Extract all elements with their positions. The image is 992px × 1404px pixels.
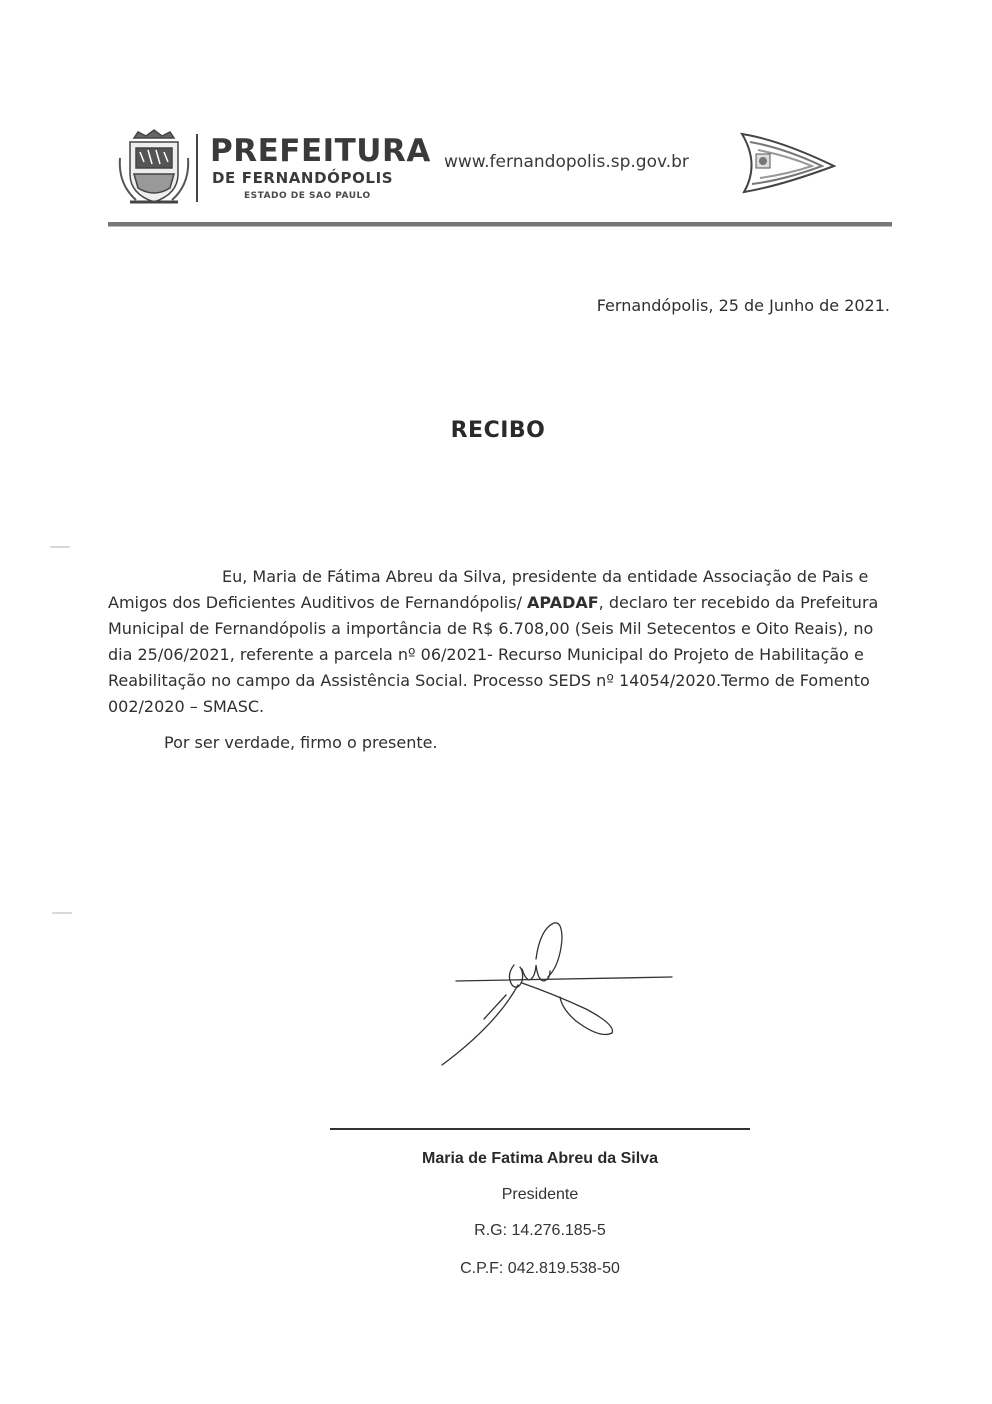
flag-icon	[740, 128, 836, 198]
signature-line	[330, 1128, 750, 1130]
header-vertical-divider	[196, 134, 198, 202]
brand-subtitle: DE FERNANDÓPOLIS	[212, 169, 394, 187]
paragraph-text-end: , declaro ter recebido da Prefeitura Municipal de Fernandópolis a importância de R$ 6.708,00 (Seis Mil Setecentos e Oito Reais), no dia 25/06/2021, referente a parcela nº 06/2021- Recurso Municipal do Projeto de Habilitação e Reabilitação no campo da Assistência Social. Processo SEDS nº 14054/2020.Termo de Fomento 002/2020 – SMASC.	[108, 593, 879, 716]
website-url: www.fernandopolis.sp.gov.br	[444, 152, 689, 172]
handwritten-signature	[436, 915, 676, 1075]
receipt-paragraph	[108, 564, 894, 720]
header-rule	[108, 222, 892, 227]
signer-rg: R.G: 14.276.185-5	[474, 1222, 606, 1239]
paragraph-text-start: Eu, Maria de Fátima Abreu da Silva, presidente da entidade Associação de Pais e Amigos dos Deficientes Auditivos de Fernandópolis/	[108, 567, 869, 612]
brand-title: PREFEITURA	[210, 133, 431, 169]
coat-of-arms-icon	[116, 128, 192, 208]
signer-name: Maria de Fatima Abreu da Silva	[422, 1150, 658, 1167]
date-line: Fernandópolis, 25 de Junho de 2021.	[596, 296, 890, 315]
scan-mark	[52, 912, 72, 914]
signer-cpf: C.P.F: 042.819.538-50	[460, 1260, 620, 1277]
brand-state: ESTADO DE SAO PAULO	[244, 191, 371, 201]
closing-line: Por ser verdade, firmo o presente.	[164, 733, 438, 752]
document-title: RECIBO	[450, 418, 546, 443]
entity-acronym: APADAF	[527, 593, 599, 612]
scan-mark	[50, 546, 70, 548]
signer-role: Presidente	[501, 1186, 579, 1203]
